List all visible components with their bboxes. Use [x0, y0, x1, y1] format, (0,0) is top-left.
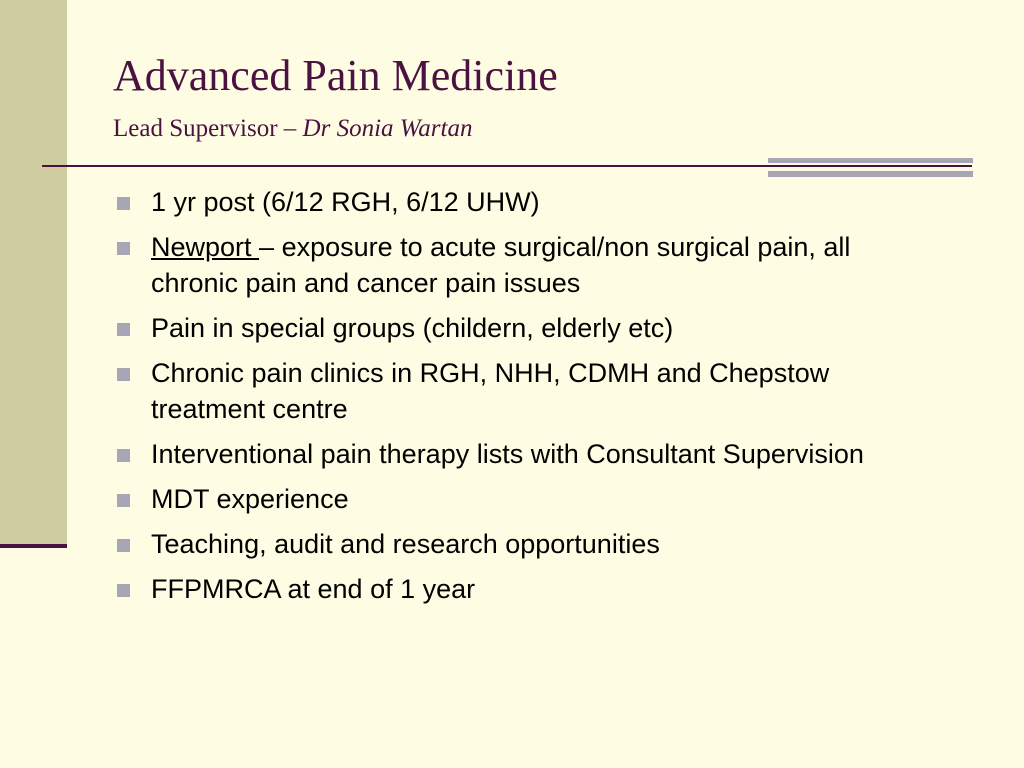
slide-subtitle	[113, 114, 472, 144]
bullet-item	[113, 571, 933, 607]
square-bullet-icon	[117, 368, 130, 381]
bullet-text: Teaching, audit and research opportunities	[151, 529, 660, 559]
bullet-text: – exposure to acute surgical/non surgical pain, all chronic pain and cancer pain issues	[151, 232, 851, 298]
bullet-text: MDT experience	[151, 484, 349, 514]
square-bullet-icon	[117, 323, 130, 336]
square-bullet-icon	[117, 449, 130, 462]
divider-gray-lower	[768, 171, 973, 177]
bullet-text: FFPMRCA at end of 1 year	[151, 574, 476, 604]
bullet-item	[113, 526, 933, 562]
square-bullet-icon	[117, 242, 130, 255]
bullet-item	[113, 481, 933, 517]
square-bullet-icon	[117, 197, 130, 210]
slide-title: Advanced Pain Medicine	[113, 51, 558, 100]
bullet-item	[113, 229, 933, 301]
left-band-accent-line	[0, 544, 67, 548]
supervisor-name: Dr Sonia Wartan	[302, 115, 473, 142]
square-bullet-icon	[117, 494, 130, 507]
bullet-text: 1 yr post (6/12 RGH, 6/12 UHW)	[151, 187, 540, 217]
bullet-item	[113, 355, 933, 427]
bullet-text: Interventional pain therapy lists with Consultant Supervision	[151, 439, 864, 469]
bullet-item	[113, 184, 933, 220]
square-bullet-icon	[117, 584, 130, 597]
divider-gray-upper	[768, 158, 973, 163]
divider-rule	[42, 165, 972, 167]
bullet-item	[113, 310, 933, 346]
bullet-underlined-text: Newport	[151, 232, 260, 262]
bullet-text: Chronic pain clinics in RGH, NHH, CDMH and Chepstow treatment centre	[151, 358, 830, 424]
subtitle-prefix: Lead Supervisor –	[113, 115, 303, 142]
bullet-text: Pain in special groups (childern, elderly etc)	[151, 313, 674, 343]
square-bullet-icon	[117, 539, 130, 552]
bullet-list	[113, 184, 933, 616]
bullet-item	[113, 436, 933, 472]
left-side-band	[0, 0, 67, 546]
